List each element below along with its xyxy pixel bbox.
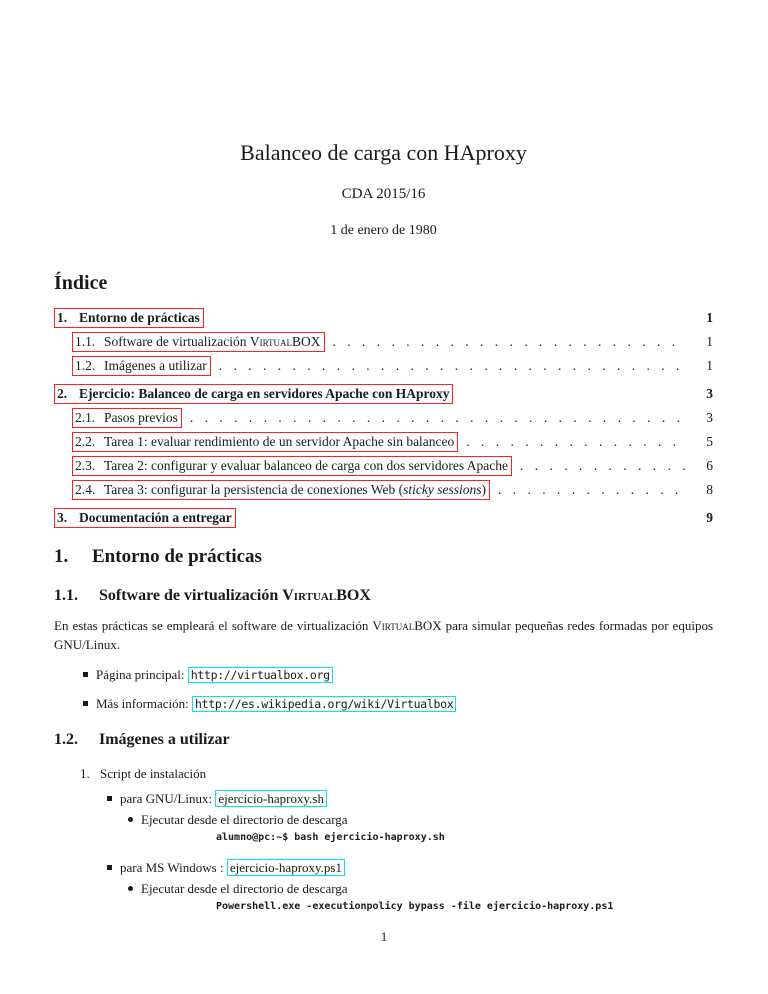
list-item-label: Página principal: bbox=[96, 667, 188, 682]
square-bullet-icon bbox=[107, 796, 112, 801]
toc-entry-label: Ejercicio: Balanceo de carga en servidores Apache con HAproxy bbox=[79, 386, 450, 401]
list-item-label: para GNU/Linux: bbox=[120, 791, 216, 806]
link-ejercicio-haproxy-sh[interactable]: ejercicio-haproxy.sh bbox=[215, 790, 327, 807]
toc-entry-label: Tarea 3: configurar la persistencia de conexiones Web (sticky sessions) bbox=[104, 482, 486, 497]
list-subitem-run-dir bbox=[128, 812, 713, 828]
toc-entry-2-1 bbox=[72, 408, 713, 427]
toc-entry-1-1 bbox=[72, 332, 713, 351]
subitem-label: Ejecutar desde el directorio de descarga bbox=[141, 881, 348, 896]
list-item-ms-windows bbox=[107, 859, 713, 876]
toc-entry-number: 2.3. bbox=[75, 458, 96, 473]
section-title: Entorno de prácticas bbox=[92, 546, 262, 567]
list-item-gnu-linux bbox=[107, 790, 713, 807]
toc-entry-2-4 bbox=[72, 480, 713, 499]
toc-heading: Índice bbox=[54, 272, 108, 294]
toc-page-number: 1 bbox=[706, 310, 713, 325]
toc-entry-number: 2.2. bbox=[75, 434, 96, 449]
subsection-number: 1.1. bbox=[54, 587, 78, 604]
square-bullet-icon bbox=[83, 672, 88, 677]
code-powershell-command: Powershell.exe -executionpolicy bypass -file ejercicio-haproxy.ps1 bbox=[216, 901, 614, 912]
square-bullet-icon bbox=[83, 701, 88, 706]
toc-entry-number: 1.2. bbox=[75, 358, 96, 373]
toc-entry-label: Tarea 2: configurar y evaluar balanceo de carga con dos servidores Apache bbox=[104, 458, 508, 473]
enum-label: Script de instalación bbox=[100, 766, 207, 781]
toc-link-2[interactable] bbox=[54, 384, 453, 404]
toc-entry-label: Tarea 1: evaluar rendimiento de un servidor Apache sin balanceo bbox=[104, 434, 455, 449]
toc-entry-number: 3. bbox=[57, 510, 68, 525]
toc-entry-2 bbox=[54, 384, 713, 403]
toc-dot-leader bbox=[466, 433, 687, 450]
intro-paragraph: En estas prácticas se empleará el software de virtualización VirtualBOX para simular pequeñas redes formadas por equipos GNU/Linux. bbox=[54, 618, 714, 652]
toc-dot-leader bbox=[520, 457, 687, 474]
list-item-label: Más información: bbox=[96, 696, 193, 711]
subsection-title: Imágenes a utilizar bbox=[99, 731, 230, 748]
square-bullet-icon bbox=[107, 865, 112, 870]
round-bullet-icon bbox=[128, 886, 133, 891]
toc-entry-number: 2.4. bbox=[75, 482, 96, 497]
link-virtualbox-url[interactable]: http://virtualbox.org bbox=[188, 667, 333, 683]
toc-link-2-4[interactable] bbox=[72, 480, 490, 500]
toc-entry-label: Pasos previos bbox=[104, 410, 178, 425]
toc-link-1-1[interactable] bbox=[72, 332, 325, 352]
document-subtitle: CDA 2015/16 bbox=[341, 186, 426, 202]
list-item-main-page bbox=[83, 667, 713, 683]
toc-link-1[interactable] bbox=[54, 308, 204, 328]
toc-dot-leader bbox=[190, 409, 687, 426]
document-title: Balanceo de carga con HAproxy bbox=[240, 140, 527, 165]
subsection-title: Software de virtualización VirtualBOX bbox=[99, 587, 371, 604]
list-subitem-run-dir bbox=[128, 881, 713, 897]
toc-entry-label: Imágenes a utilizar bbox=[104, 358, 207, 373]
subitem-label: Ejecutar desde el directorio de descarga bbox=[141, 812, 348, 827]
toc-page-number: 6 bbox=[706, 458, 713, 473]
toc-entry-label: Entorno de prácticas bbox=[79, 310, 200, 325]
toc-link-3[interactable] bbox=[54, 508, 236, 528]
subsection-1-1-heading bbox=[54, 586, 713, 605]
toc-page-number: 1 bbox=[706, 334, 713, 349]
code-bash-command: alumno@pc:~$ bash ejercicio-haproxy.sh bbox=[216, 832, 445, 843]
enum-item-script bbox=[80, 766, 713, 782]
document-date: 1 de enero de 1980 bbox=[330, 223, 437, 238]
toc-entry-number: 2.1. bbox=[75, 410, 96, 425]
section-number: 1. bbox=[54, 546, 69, 567]
round-bullet-icon bbox=[128, 817, 133, 822]
toc-entry-label: Documentación a entregar bbox=[79, 510, 232, 525]
toc-entry-2-2 bbox=[72, 432, 713, 451]
toc-link-2-2[interactable] bbox=[72, 432, 458, 452]
toc-entry-number: 2. bbox=[57, 386, 68, 401]
enum-number: 1. bbox=[80, 766, 90, 781]
toc-dot-leader bbox=[333, 333, 687, 350]
toc-page-number: 1 bbox=[706, 358, 713, 373]
list-item-more-info bbox=[83, 696, 713, 712]
toc-entry-1 bbox=[54, 308, 713, 327]
toc-dot-leader bbox=[498, 481, 687, 498]
toc-entry-1-2 bbox=[72, 356, 713, 375]
subsection-1-2-heading bbox=[54, 730, 713, 749]
list-item-label: para MS Windows : bbox=[120, 860, 227, 875]
toc-entry-3 bbox=[54, 508, 713, 527]
toc-entry-number: 1. bbox=[57, 310, 68, 325]
toc-entry-2-3 bbox=[72, 456, 713, 475]
toc-page-number: 3 bbox=[706, 410, 713, 425]
link-wikipedia-url[interactable]: http://es.wikipedia.org/wiki/Virtualbox bbox=[192, 696, 456, 712]
toc-entry-label: Software de virtualización VirtualBOX bbox=[104, 334, 321, 349]
link-ejercicio-haproxy-ps1[interactable]: ejercicio-haproxy.ps1 bbox=[227, 859, 345, 876]
toc-page-number: 9 bbox=[706, 510, 713, 525]
toc-page-number: 5 bbox=[706, 434, 713, 449]
toc-page-number: 8 bbox=[706, 482, 713, 497]
toc-page-number: 3 bbox=[706, 386, 713, 401]
toc-link-2-1[interactable] bbox=[72, 408, 182, 428]
toc-link-1-2[interactable] bbox=[72, 356, 211, 376]
subsection-number: 1.2. bbox=[54, 731, 78, 748]
toc-link-2-3[interactable] bbox=[72, 456, 512, 476]
section-1-heading bbox=[54, 546, 713, 568]
toc-dot-leader bbox=[219, 357, 687, 374]
page-number-footer: 1 bbox=[380, 929, 388, 944]
page-content bbox=[0, 141, 768, 913]
toc-list bbox=[54, 308, 713, 527]
toc-entry-number: 1.1. bbox=[75, 334, 96, 349]
